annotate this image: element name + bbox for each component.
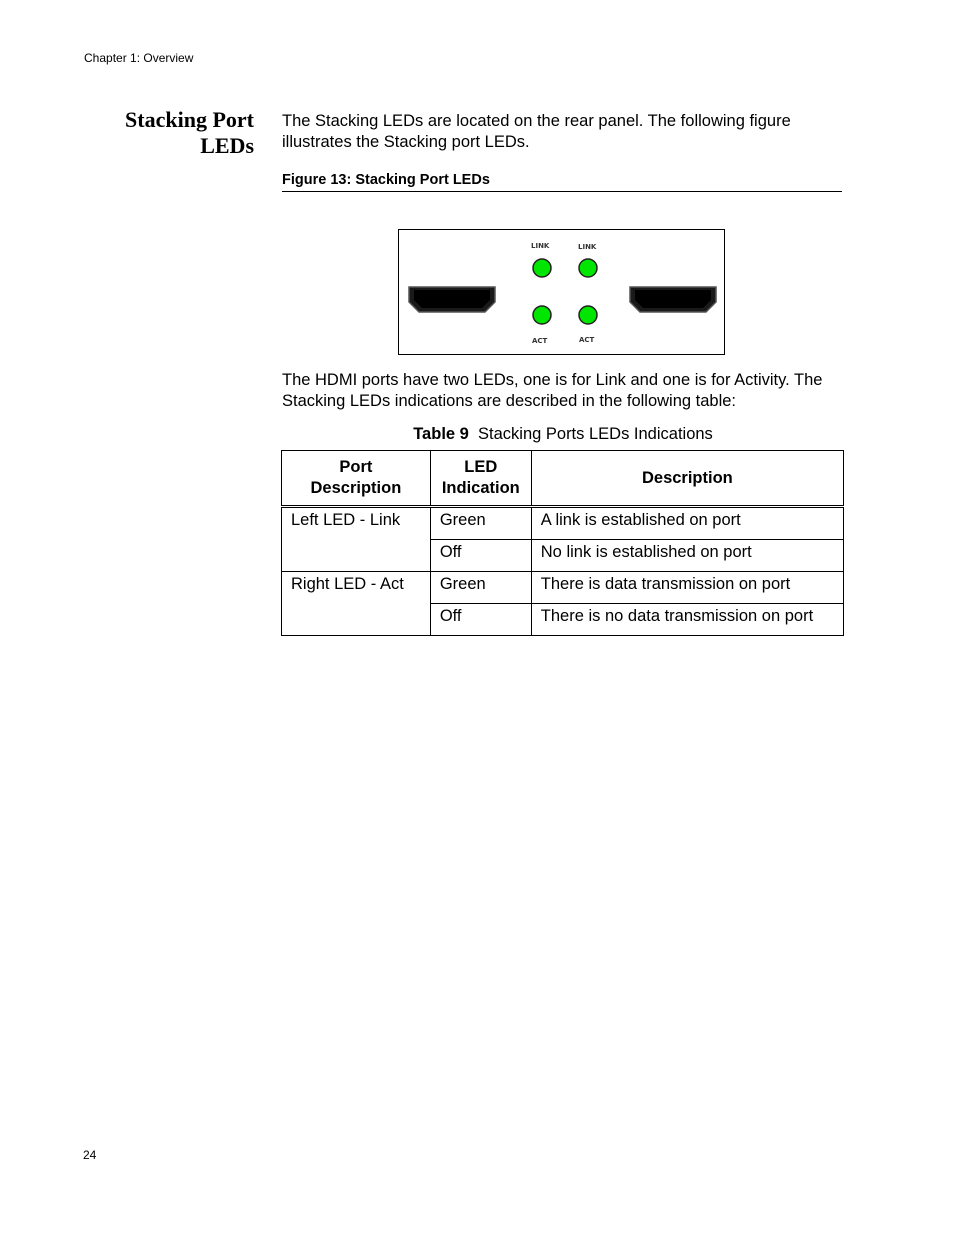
rear-panel-illustration bbox=[399, 230, 724, 354]
cell-desc: There is data transmission on port bbox=[531, 572, 843, 604]
cell-led: Off bbox=[430, 604, 531, 636]
label-act-right: ACT bbox=[579, 336, 595, 344]
header-description: Description bbox=[531, 451, 843, 507]
led-link-right bbox=[579, 259, 597, 277]
cell-led: Off bbox=[430, 540, 531, 572]
figure-caption: Figure 13: Stacking Port LEDs bbox=[282, 172, 842, 192]
stacking-port-figure bbox=[398, 229, 725, 355]
stacking-leds-table bbox=[281, 450, 844, 636]
led-act-right bbox=[579, 306, 597, 324]
cell-port: Right LED - Act bbox=[282, 572, 431, 636]
cell-desc: A link is established on port bbox=[531, 507, 843, 540]
section-heading bbox=[100, 107, 254, 159]
cell-port: Left LED - Link bbox=[282, 507, 431, 572]
cell-desc: There is no data transmission on port bbox=[531, 604, 843, 636]
led-act-left bbox=[533, 306, 551, 324]
table-caption-text: Stacking Ports LEDs Indications bbox=[478, 425, 713, 443]
header-led-indication: LED Indication bbox=[430, 451, 531, 507]
header-port-description: Port Description bbox=[282, 451, 431, 507]
table-caption-number: Table 9 bbox=[413, 425, 469, 443]
led-description-paragraph: The HDMI ports have two LEDs, one is for Link and one is for Activity. The Stacking LEDs indications are described in the following table: bbox=[282, 371, 823, 410]
cell-led: Green bbox=[430, 507, 531, 540]
cell-desc: No link is established on port bbox=[531, 540, 843, 572]
table-row bbox=[282, 572, 844, 604]
table-header-row bbox=[282, 451, 844, 507]
section-heading-line1: Stacking Port bbox=[125, 107, 254, 132]
label-link-right: LINK bbox=[578, 243, 597, 251]
page-number: 24 bbox=[83, 1148, 97, 1162]
cell-led: Green bbox=[430, 572, 531, 604]
table-row bbox=[282, 507, 844, 540]
section-heading-line2: LEDs bbox=[200, 133, 254, 158]
label-link-left: LINK bbox=[531, 242, 550, 250]
led-link-left bbox=[533, 259, 551, 277]
label-act-left: ACT bbox=[532, 337, 548, 345]
intro-paragraph: The Stacking LEDs are located on the rear panel. The following figure illustrates the Stacking port LEDs. bbox=[282, 112, 791, 151]
table-caption bbox=[282, 425, 844, 444]
running-header: Chapter 1: Overview bbox=[84, 51, 194, 65]
